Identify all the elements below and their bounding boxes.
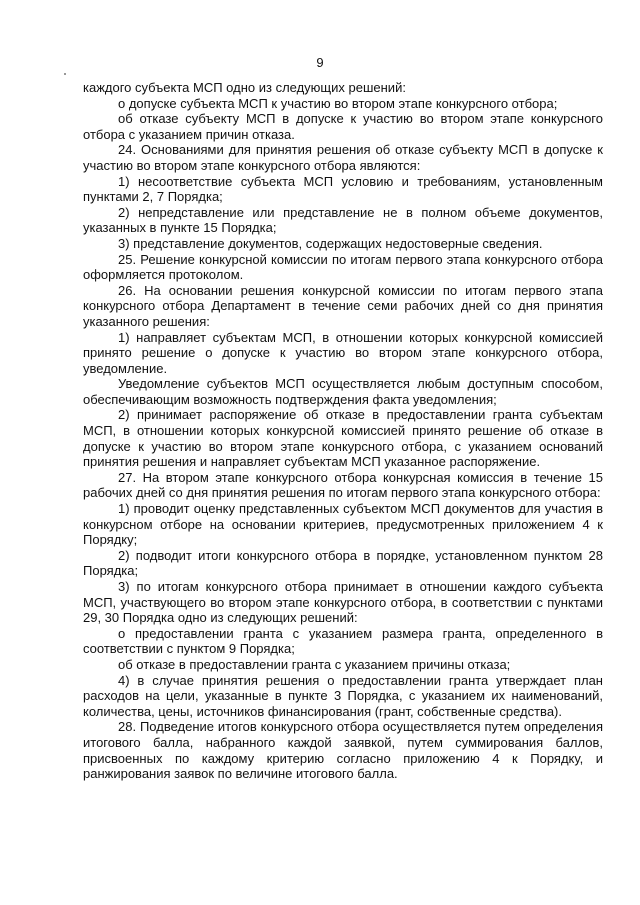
paragraph-27-item-3: 3) по итогам конкурсного отбора принимает в отношении каждого субъекта МСП, участвующего во втором этапе конкурсного отбора, в соответствии с пунктами 29, 30 Порядка одно из следующих решений: bbox=[83, 579, 603, 626]
paragraph-24: 24. Основаниями для принятия решения об отказе субъекту МСП в допуске к участию во втором этапе конкурсного отбора являются: bbox=[83, 142, 603, 173]
scan-speck bbox=[64, 73, 66, 75]
paragraph-27-item-2: 2) подводит итоги конкурсного отбора в порядке, установленном пунктом 28 Порядка; bbox=[83, 547, 603, 579]
paragraph-27-item-1: 1) проводит оценку представленных субъектом МСП документов для участия в конкурсном отборе на основании критериев, предусмотренных приложением 4 к Порядку; bbox=[83, 501, 603, 548]
paragraph-24-item-1: 1) несоответствие субъекта МСП условию и требованиям, установленным пунктами 2, 7 Порядка; bbox=[83, 173, 603, 205]
paragraph-24-item-2: 2) непредставление или представление не в полном объеме документов, указанных в пункте 15 Порядка; bbox=[83, 204, 603, 236]
paragraph-continuation: каждого субъекта МСП одно из следующих решений: bbox=[83, 80, 406, 95]
page-number: 9 bbox=[316, 55, 324, 70]
paragraph-27-grant-decision: о предоставлении гранта с указанием размера гранта, определенного в соответствии с пунктом 9 Порядка; bbox=[83, 625, 603, 657]
paragraph-27: 27. На втором этапе конкурсного отбора конкурсная комиссия в течение 15 рабочих дней со дня принятия решения по итогам первого этапа конкурсного отбора: bbox=[83, 469, 603, 501]
paragraph-26-notification: Уведомление субъектов МСП осуществляется любым доступным способом, обеспечивающим возможность подтверждения факта уведомления; bbox=[83, 376, 603, 407]
paragraph-25: 25. Решение конкурсной комиссии по итогам первого этапа конкурсного отбора оформляется протоколом. bbox=[83, 251, 603, 283]
paragraph-26-item-1: 1) направляет субъектам МСП, в отношении которых конкурсной комиссией принято решение о допуске к участию во втором этапе конкурсного отбора, уведомление. bbox=[83, 329, 603, 376]
paragraph-decision-admit: о допуске субъекта МСП к участию во втором этапе конкурсного отбора; bbox=[118, 95, 558, 111]
paragraph-27-refuse-decision: об отказе в предоставлении гранта с указанием причины отказа; bbox=[118, 656, 511, 672]
document-body bbox=[83, 80, 603, 782]
paragraph-28: 28. Подведение итогов конкурсного отбора осуществляется путем определения итогового балла, набранного каждой заявкой, путем суммирования баллов, присвоенных по каждому критерию согласно приложению 4 к Порядку, и ранжирования заявок по величине итогового балла. bbox=[83, 719, 603, 782]
paragraph-24-item-3: 3) представление документов, содержащих недостоверные сведения. bbox=[118, 235, 543, 251]
paragraph-26: 26. На основании решения конкурсной комиссии по итогам первого этапа конкурсного отбора Департамент в течение семи рабочих дней со дня принятия указанного решения: bbox=[83, 282, 603, 329]
paragraph-decision-refuse: об отказе субъекту МСП в допуске к участию во втором этапе конкурсного отбора с указанием причин отказа. bbox=[83, 111, 603, 142]
paragraph-27-item-4: 4) в случае принятия решения о предоставлении гранта утверждает план расходов на цели, указанные в пункте 3 Порядка, с указанием их наименований, количества, цены, источников финансирования (грант, собственные средства). bbox=[83, 672, 603, 719]
paragraph-26-item-2: 2) принимает распоряжение об отказе в предоставлении гранта субъектам МСП, в отношении которых конкурсной комиссией принято решение об отказе в допуске к участию во втором этапе конкурсного отбора, с указанием оснований принятия решения и направляет субъектам МСП указанное распоряжение. bbox=[83, 407, 603, 470]
